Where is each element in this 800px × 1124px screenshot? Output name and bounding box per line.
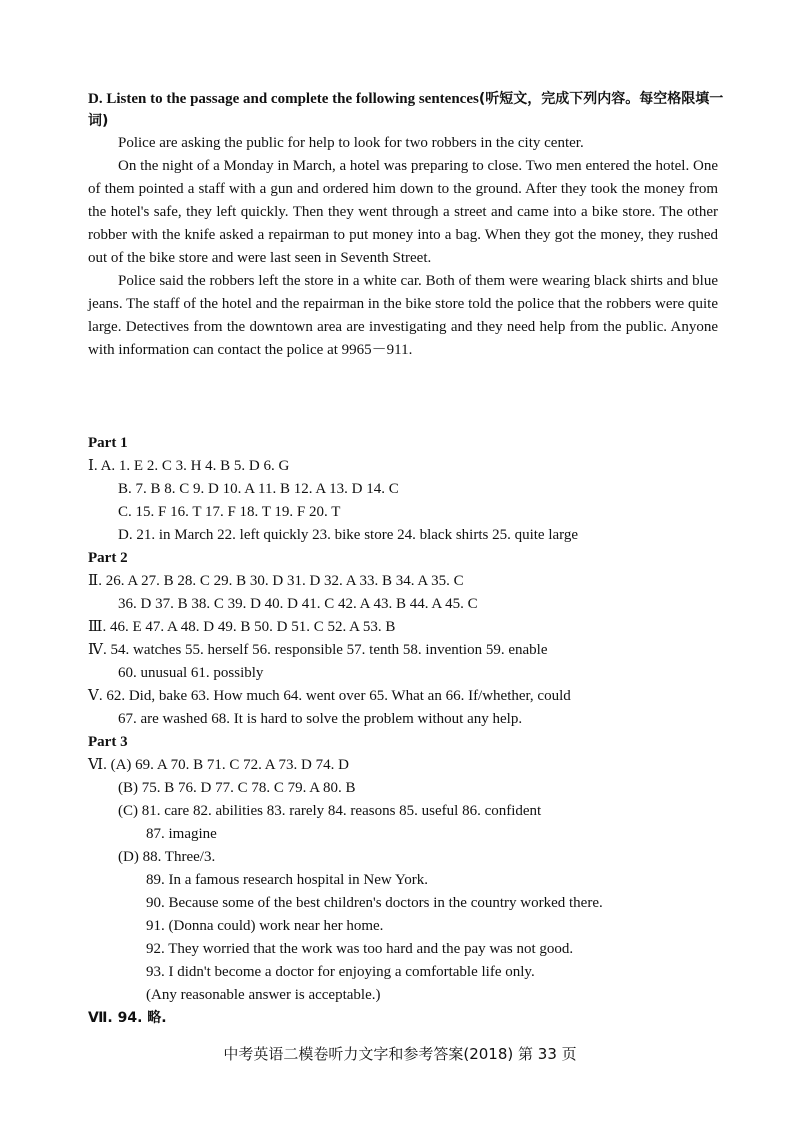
page-footer: 中考英语二模卷听力文字和参考答案(2018) 第 33 页 (223, 1045, 577, 1063)
passage (88, 132, 718, 362)
answer-row: 90. Because some of the best children's doctors in the country worked there. (146, 895, 603, 911)
answer-row: C. 15. F 16. T 17. F 18. T 19. F 20. T (118, 504, 341, 520)
part-2-title: Part 2 (88, 550, 128, 566)
section-heading (88, 88, 728, 132)
answer-row: 89. In a famous research hospital in New York. (146, 872, 429, 888)
answer-row: B. 7. B 8. C 9. D 10. A 11. B 12. A 13. D 14. C (118, 481, 399, 497)
answer-row: D. 21. in March 22. left quickly 23. bike store 24. black shirts 25. quite large (118, 527, 579, 543)
answer-row: 87. imagine (146, 826, 217, 842)
answer-row: (C) 81. care 82. abilities 83. rarely 84. reasons 85. useful 86. confident (118, 803, 542, 819)
answer-row: 36. D 37. B 38. C 39. D 40. D 41. C 42. A 43. B 44. A 45. C (118, 596, 478, 612)
answer-row: 60. unusual 61. possibly (118, 665, 264, 681)
passage-paragraph-1: Police are asking the public for help to look for two robbers in the city center. (118, 135, 584, 151)
part-3-title: Part 3 (88, 734, 128, 750)
answer-row: Ⅳ. 54. watches 55. herself 56. responsible 57. tenth 58. invention 59. enable (88, 642, 548, 658)
answer-row: Ⅰ. A. 1. E 2. C 3. H 4. B 5. D 6. G (88, 458, 290, 474)
heading-cn: (听短文，完成下列内容。每空格限填一词) (88, 91, 724, 129)
answer-row: Ⅶ. 94. 略. (88, 1010, 167, 1026)
passage-paragraph-3: Police said the robbers left the store in a white car. Both of them were wearing black shirts and blue jeans. The staff of the hotel and the repairman in the bike store told the police that the robbers were quite large. Detectives from the downtown area are investigating and they need help from the public. Anyone with information can contact the police at 9965－911. (88, 273, 718, 358)
answer-row: (B) 75. B 76. D 77. C 78. C 79. A 80. B (118, 780, 356, 796)
answer-row: 91. (Donna could) work near her home. (146, 918, 384, 934)
answer-row: 67. are washed 68. It is hard to solve the problem without any help. (118, 711, 523, 727)
answer-row: 92. They worried that the work was too hard and the pay was not good. (146, 941, 574, 957)
answer-row: (Any reasonable answer is acceptable.) (146, 987, 381, 1003)
heading-en: D. Listen to the passage and complete the following sentences (88, 91, 479, 107)
answer-row: Ⅵ. (A) 69. A 70. B 71. C 72. A 73. D 74. D (88, 757, 349, 773)
passage-paragraph-2: On the night of a Monday in March, a hotel was preparing to close. Two men entered the hotel. One of them pointed a staff with a gun and ordered him down to the ground. After they took the money from the hotel's safe, they left quickly. Then they went through a street and came into a bike store. The other robber with the knife asked a repairman to put money into a bag. When they got the money, they rushed out of the bike store and were last seen in Seventh Street. (88, 158, 718, 266)
answer-row: 93. I didn't become a doctor for enjoying a comfortable life only. (146, 964, 535, 980)
part-1-title: Part 1 (88, 435, 128, 451)
answer-row: Ⅲ. 46. E 47. A 48. D 49. B 50. D 51. C 52. A 53. B (88, 619, 396, 635)
answer-row: Ⅴ. 62. Did, bake 63. How much 64. went over 65. What an 66. If/whether, could (88, 688, 571, 704)
answer-key (88, 432, 728, 1030)
answer-row: Ⅱ. 26. A 27. B 28. C 29. B 30. D 31. D 32. A 33. B 34. A 35. C (88, 573, 464, 589)
answer-row: (D) 88. Three/3. (118, 849, 216, 865)
